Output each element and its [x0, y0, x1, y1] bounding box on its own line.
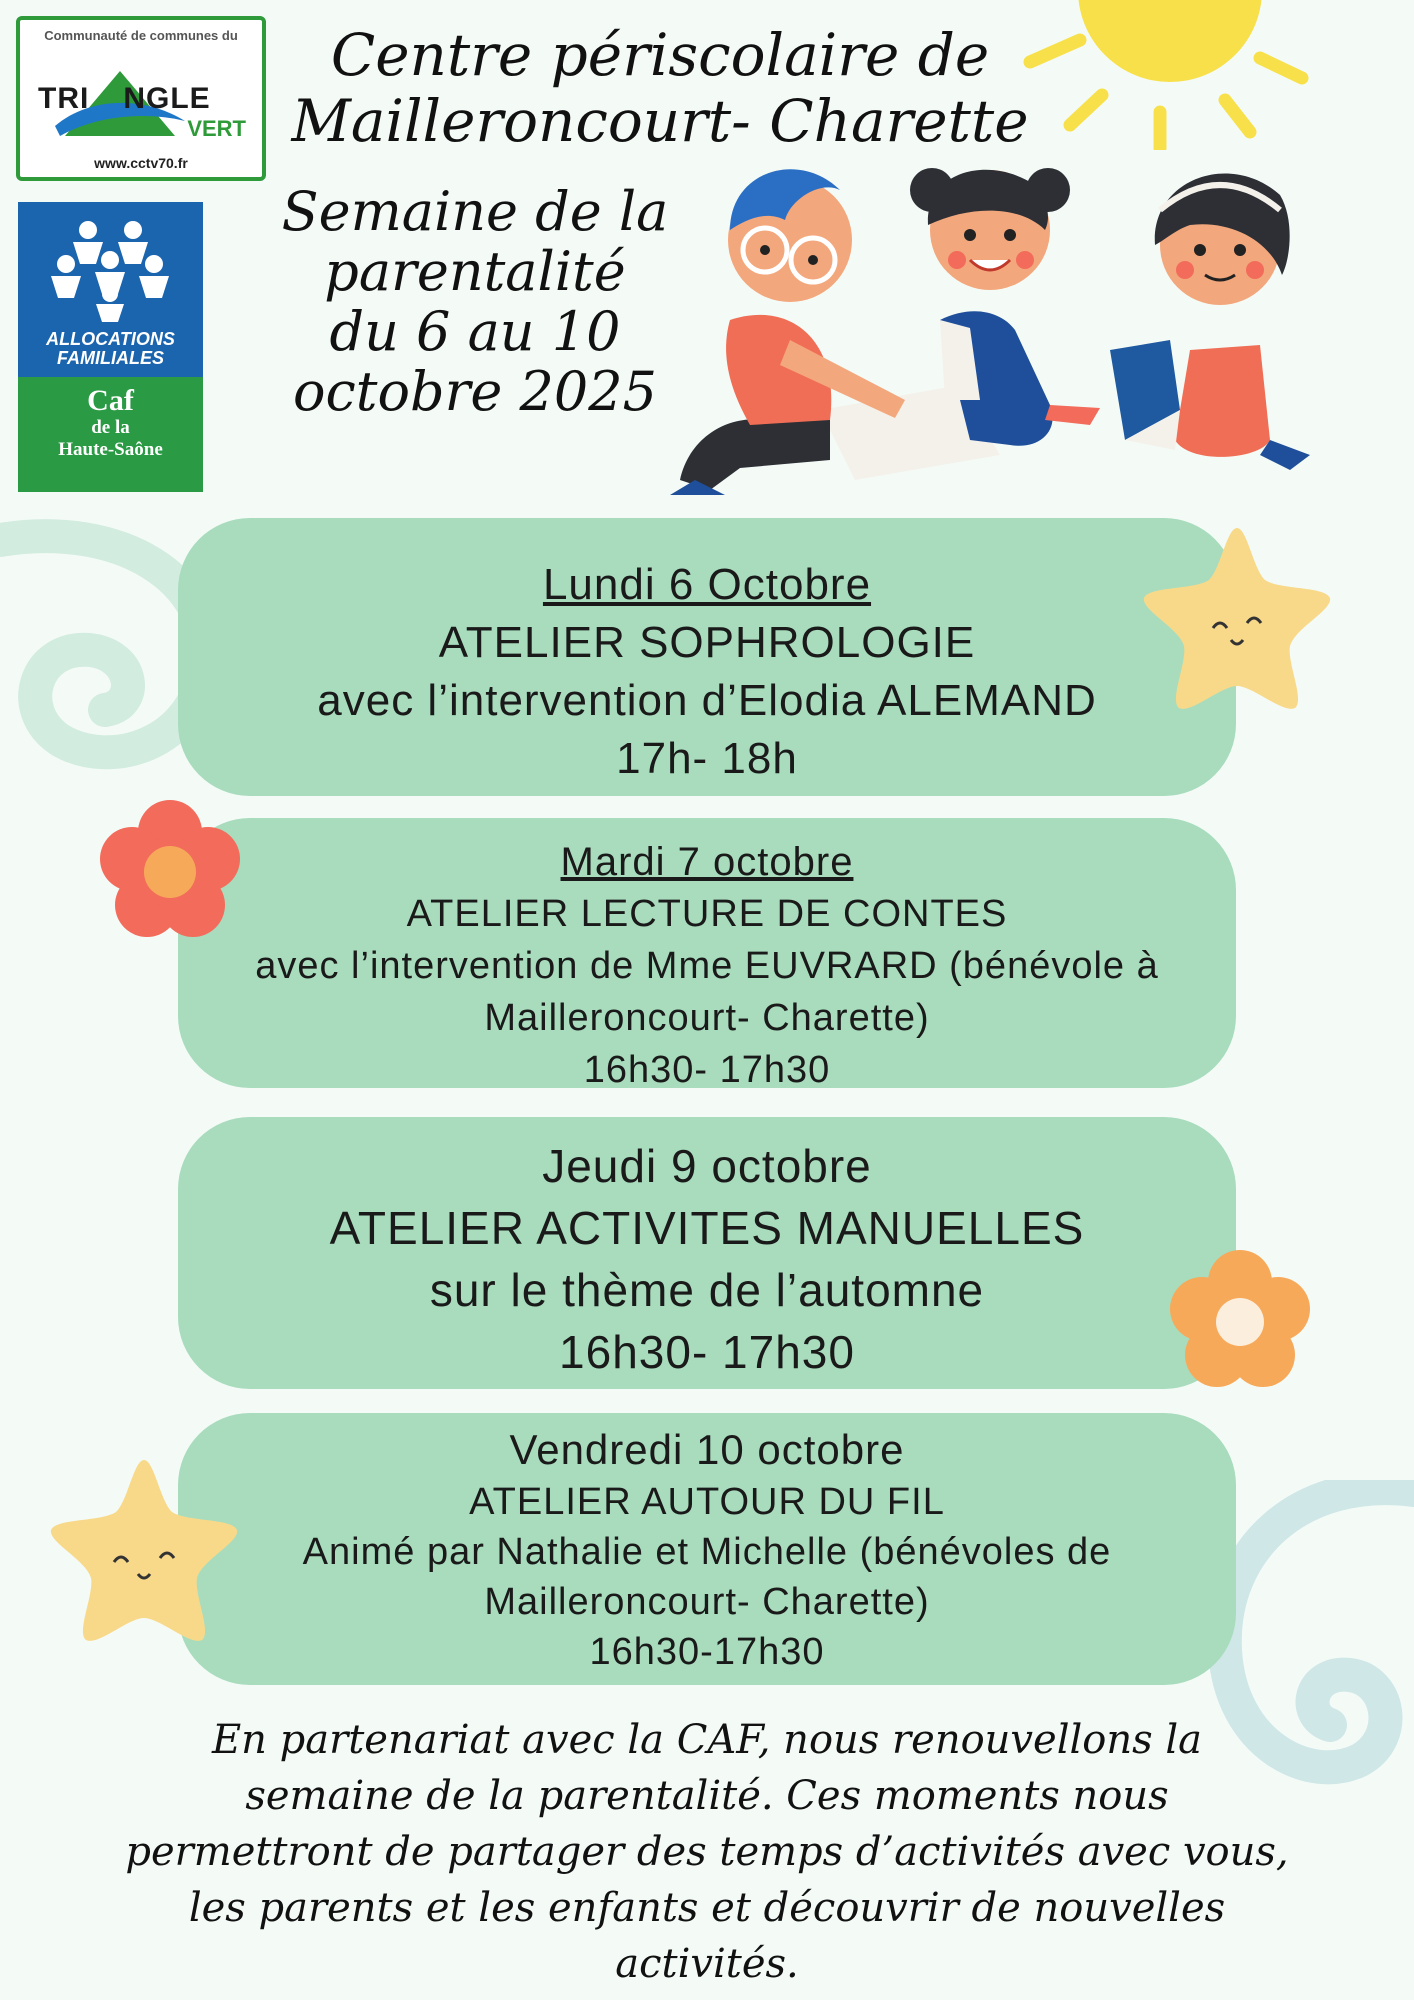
logo-url: www.cctv70.fr	[94, 155, 188, 171]
caf-logo-blue-panel	[18, 202, 203, 377]
star-icon	[1135, 518, 1340, 718]
event-title: ATELIER SOPHROLOGIE	[438, 618, 976, 667]
logo-vert: VERT	[187, 116, 246, 141]
event-card-friday	[178, 1413, 1236, 1685]
footer-line-4: les parents et les enfants et découvrir de nouvelles	[188, 1885, 1226, 1931]
footer-line-5: activités.	[615, 1941, 799, 1987]
caf-people-icon	[18, 202, 203, 327]
logo-caption: Communauté de communes du	[44, 28, 238, 43]
footer-line-1: En partenariat avec la CAF, nous renouvellons la	[211, 1717, 1203, 1763]
event-detail: Animé par Nathalie et Michelle (bénévoles de	[302, 1531, 1112, 1573]
flower-icon	[95, 797, 245, 947]
event-time: 16h30- 17h30	[559, 1326, 855, 1378]
event-card-thursday	[178, 1117, 1236, 1389]
caf-dept: Haute-Saône	[58, 439, 163, 460]
event-card-tuesday	[178, 818, 1236, 1091]
caf-allocations: ALLOCATIONS	[46, 329, 175, 349]
page-title	[260, 22, 1060, 154]
title-line-1: Centre périscolaire de	[330, 21, 990, 89]
star-icon	[42, 1450, 247, 1650]
event-time: 17h- 18h	[616, 734, 798, 783]
event-day: Vendredi 10 octobre	[509, 1426, 905, 1473]
event-day: Jeudi 9 octobre	[542, 1140, 872, 1192]
footer-line-3: permettront de partager des temps d’activités avec vous,	[125, 1829, 1289, 1875]
subtitle-line-4: octobre 2025	[293, 360, 657, 423]
event-detail: avec l’intervention de Mme EUVRARD (bénévole à	[255, 945, 1159, 987]
logo-name-left: TRI	[38, 82, 90, 115]
caf-logo	[18, 202, 203, 492]
event-day: Lundi 6 Octobre	[542, 560, 872, 609]
triangle-vert-logo	[16, 16, 266, 181]
caf-familiales: FAMILIALES	[57, 348, 164, 368]
title-line-2: Mailleroncourt- Charette	[291, 87, 1029, 155]
event-title: ATELIER AUTOUR DU FIL	[469, 1481, 945, 1523]
event-time: 16h30- 17h30	[583, 1049, 831, 1091]
event-detail: avec l’intervention d’Elodia ALEMAND	[317, 676, 1097, 725]
page-subtitle	[240, 182, 710, 422]
subtitle-line-3: du 6 au 10	[329, 300, 621, 363]
caf-name: Caf	[87, 384, 134, 417]
event-card-monday	[178, 518, 1236, 796]
subtitle-line-1: Semaine de la	[281, 180, 669, 243]
flower-icon	[1165, 1247, 1315, 1397]
event-detail-2: Mailleroncourt- Charette)	[484, 997, 930, 1039]
event-detail: sur le thème de l’automne	[429, 1264, 985, 1316]
footer-line-2: semaine de la parentalité. Ces moments nous	[245, 1773, 1169, 1819]
event-time: 16h30-17h30	[589, 1631, 825, 1673]
caf-de-la: de la	[91, 417, 130, 438]
subtitle-line-2: parentalité	[324, 240, 626, 303]
caf-logo-green-panel	[18, 377, 203, 492]
event-day: Mardi 7 octobre	[560, 840, 854, 884]
event-title: ATELIER LECTURE DE CONTES	[406, 893, 1008, 935]
children-illustration	[670, 150, 1390, 495]
footer-paragraph	[30, 1712, 1384, 1992]
event-title: ATELIER ACTIVITES MANUELLES	[329, 1202, 1085, 1254]
logo-name	[38, 82, 211, 116]
caf-allocations-text	[18, 330, 203, 368]
event-detail-2: Mailleroncourt- Charette)	[484, 1581, 930, 1623]
logo-name-right: NGLE	[123, 82, 211, 115]
